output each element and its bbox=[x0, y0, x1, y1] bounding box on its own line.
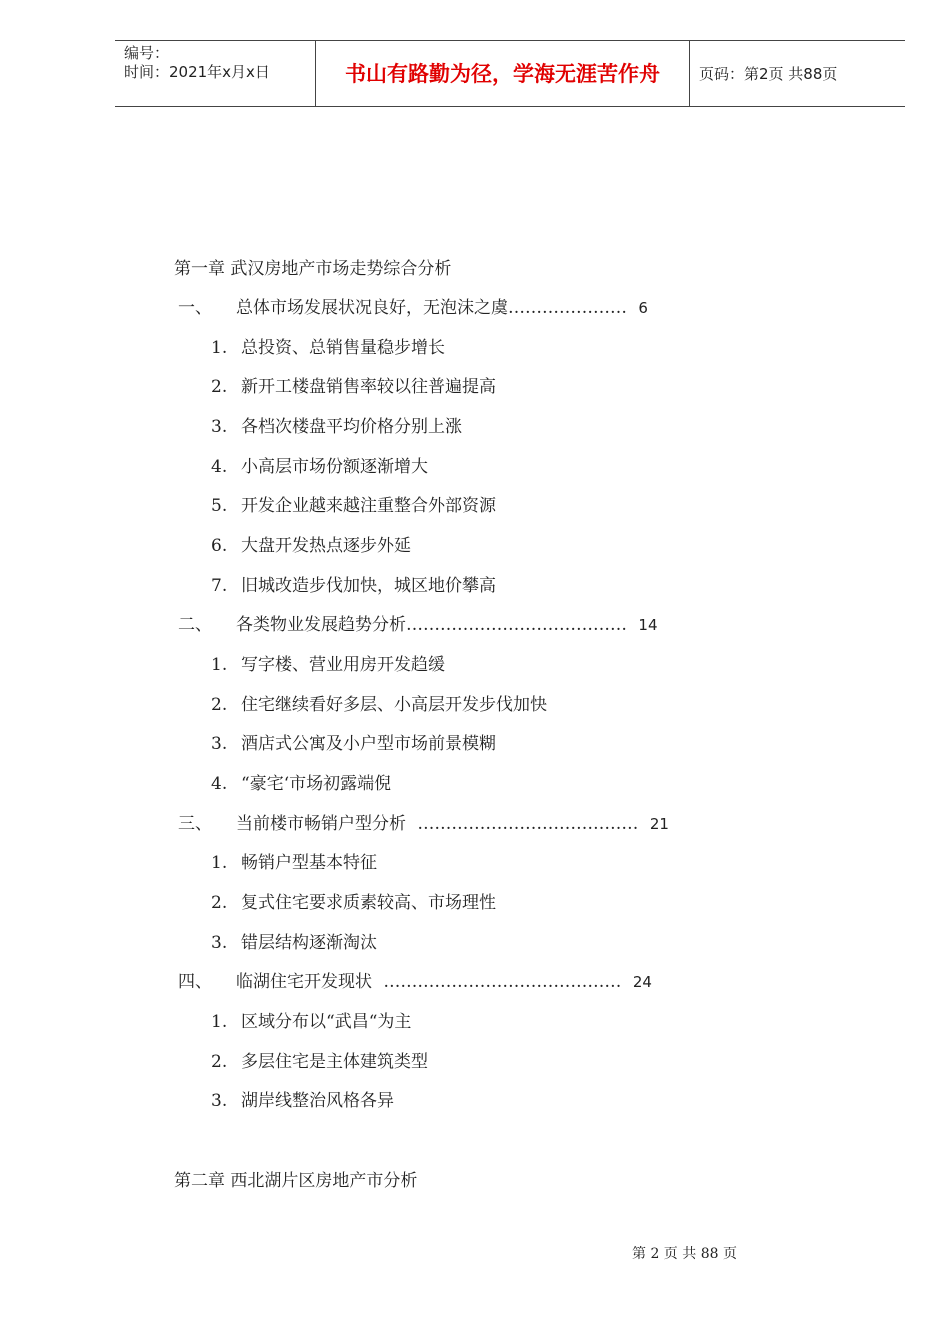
item-number: 1. bbox=[211, 853, 228, 873]
item-number: 4. bbox=[211, 457, 228, 477]
section-2-number: 二、 bbox=[178, 615, 212, 635]
toc-item[interactable]: 畅销户型基本特征 bbox=[241, 853, 377, 873]
item-number: 3. bbox=[211, 1091, 228, 1111]
item-number: 3. bbox=[211, 933, 228, 953]
section-3-page: 21 bbox=[649, 815, 669, 833]
toc-item[interactable]: 酒店式公寓及小户型市场前景模糊 bbox=[241, 734, 496, 754]
header-mid-cell bbox=[316, 41, 690, 106]
header-right-cell bbox=[690, 41, 905, 106]
item-number: 1. bbox=[211, 1012, 228, 1032]
section-1-title: 总体市场发展状况良好，无泡沫之虞 bbox=[236, 298, 508, 318]
section-2-page: 14 bbox=[638, 616, 658, 634]
toc-item[interactable]: 错层结构逐渐淘汰 bbox=[241, 933, 377, 953]
item-number: 2. bbox=[211, 377, 228, 397]
page-info: 页码：第2页 共88页 bbox=[699, 65, 838, 83]
section-4-entry[interactable] bbox=[236, 971, 652, 993]
item-number: 1. bbox=[211, 655, 228, 675]
item-number: 5. bbox=[211, 496, 228, 516]
item-number: 6. bbox=[211, 536, 228, 556]
header-left-cell bbox=[115, 41, 316, 106]
section-1-leader: ………………… bbox=[508, 298, 627, 318]
section-3-leader: ………………………………… bbox=[417, 814, 639, 834]
item-number: 1. bbox=[211, 338, 228, 358]
toc-item[interactable]: 住宅继续看好多层、小高层开发步伐加快 bbox=[241, 695, 547, 715]
section-3-entry[interactable] bbox=[236, 813, 669, 835]
chapter-2-title: 第二章 西北湖片区房地产市分析 bbox=[174, 1171, 418, 1191]
section-1-number: 一、 bbox=[178, 298, 212, 318]
time-label: 时间：2021年x月x日 bbox=[124, 63, 270, 81]
item-number: 2. bbox=[211, 1052, 228, 1072]
item-number: 3. bbox=[211, 734, 228, 754]
section-3-title: 当前楼市畅销户型分析 bbox=[236, 814, 406, 834]
motto: 书山有路勤为径，学海无涯苦作舟 bbox=[345, 62, 660, 86]
page-footer: 第 2 页 共 88 页 bbox=[632, 1246, 737, 1262]
code-label: 编号： bbox=[124, 44, 170, 62]
section-4-leader: …………………………………… bbox=[383, 972, 622, 992]
toc-item[interactable]: 区域分布以“武昌“为主 bbox=[241, 1012, 412, 1032]
section-3-number: 三、 bbox=[178, 814, 212, 834]
toc-item[interactable]: 新开工楼盘销售率较以往普遍提高 bbox=[241, 377, 496, 397]
toc-item[interactable]: 多层住宅是主体建筑类型 bbox=[241, 1052, 428, 1072]
toc-item[interactable]: 开发企业越来越注重整合外部资源 bbox=[241, 496, 496, 516]
toc-item[interactable]: 复式住宅要求质素较高、市场理性 bbox=[241, 893, 496, 913]
item-number: 4. bbox=[211, 774, 228, 794]
toc-item[interactable]: 大盘开发热点逐步外延 bbox=[241, 536, 411, 556]
chapter-1-title: 第一章 武汉房地产市场走势综合分析 bbox=[174, 259, 452, 279]
toc-item[interactable]: 旧城改造步伐加快，城区地价攀高 bbox=[241, 576, 496, 596]
section-4-page: 24 bbox=[632, 973, 652, 991]
toc-item[interactable]: 各档次楼盘平均价格分别上涨 bbox=[241, 417, 462, 437]
page-header bbox=[115, 40, 905, 107]
section-2-entry[interactable] bbox=[236, 614, 658, 636]
section-2-leader: ………………………………… bbox=[406, 615, 627, 635]
item-number: 2. bbox=[211, 695, 228, 715]
toc-item[interactable]: 写字楼、营业用房开发趋缓 bbox=[241, 655, 445, 675]
item-number: 7. bbox=[211, 576, 228, 596]
toc-item[interactable]: 总投资、总销售量稳步增长 bbox=[241, 338, 445, 358]
section-4-number: 四、 bbox=[178, 972, 212, 992]
toc-item[interactable]: “豪宅‘市场初露端倪 bbox=[241, 774, 392, 794]
toc-item[interactable]: 小高层市场份额逐渐增大 bbox=[241, 457, 428, 477]
section-2-title: 各类物业发展趋势分析 bbox=[236, 615, 406, 635]
section-1-page: 6 bbox=[638, 299, 648, 317]
section-1-entry[interactable] bbox=[236, 297, 648, 319]
toc-item[interactable]: 湖岸线整治风格各异 bbox=[241, 1091, 394, 1111]
item-number: 3. bbox=[211, 417, 228, 437]
section-4-title: 临湖住宅开发现状 bbox=[236, 972, 372, 992]
item-number: 2. bbox=[211, 893, 228, 913]
